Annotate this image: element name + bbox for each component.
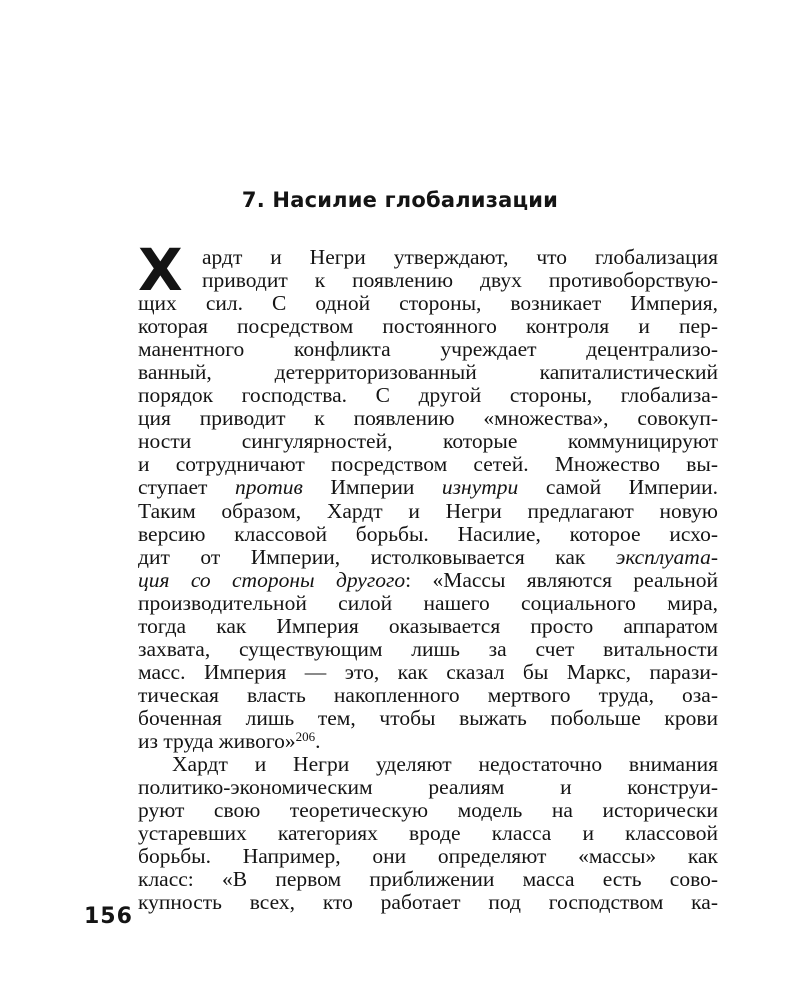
text-segment: : «Массы являются реальной: [405, 567, 718, 592]
text-line: производительной силой нашего социального мира,: [138, 590, 718, 615]
drop-cap: Х: [138, 236, 183, 304]
text-segment: из труда живого»: [138, 728, 296, 753]
text-line: порядок господства. С другой стороны, глобализа-: [138, 383, 718, 408]
text-line: и сотрудничают посредством сетей. Множество вы-: [138, 452, 718, 477]
text-line: которая посредством постоянного контроля и пер-: [138, 314, 718, 339]
text-line: ванный, детерриторизованный капиталистический: [138, 360, 718, 385]
text-line: купность всех, кто работает под господством ка-: [138, 890, 718, 915]
text-line: класс: «В первом приближении масса есть сово-: [138, 867, 718, 892]
paragraph-1: [138, 236, 718, 753]
text-line: ардт и Негри утверждают, что глобализация: [202, 245, 718, 269]
footnote-marker[interactable]: 206: [295, 728, 316, 744]
text-line: руют свою теоретическую модель на исторически: [138, 798, 718, 823]
text-line: [138, 476, 718, 499]
text-segment: дит от Империи, истолковывается как: [138, 544, 616, 569]
text-line: захвата, существующим лишь за счет витальности: [138, 636, 718, 661]
text-line: щих сил. С одной стороны, возникает Империя,: [138, 291, 718, 316]
text-line: тическая власть накопленного мертвого труда, оза-: [138, 682, 718, 707]
text-line: манентного конфликта учреждает децентрализо-: [138, 337, 718, 362]
text-segment: ступает: [138, 475, 235, 500]
text-line: приводит к появлению двух противоборствую-: [202, 268, 718, 293]
text-line: тогда как Империя оказывается просто аппаратом: [138, 613, 718, 638]
text-line: устаревших категориях вроде класса и классовой: [138, 821, 718, 846]
text-line: версию классовой борьбы. Насилие, которое исхо-: [138, 521, 718, 546]
body-text: [138, 236, 718, 915]
italic-emphasis: эксплуата-: [615, 544, 718, 569]
text-line: Хардт и Негри уделяют недостаточно внимания: [172, 752, 718, 777]
text-line: ция приводит к появлению «множества», совокуп-: [138, 406, 718, 431]
italic-emphasis: изнутри: [441, 475, 519, 500]
text-segment: Империи: [302, 475, 442, 500]
paragraph-2: [138, 753, 718, 914]
italic-emphasis: против: [234, 475, 303, 500]
text-line: масс. Империя — это, как сказал бы Маркс, парази-: [138, 659, 718, 684]
text-line: ности сингулярностей, которые коммуницируют: [138, 429, 718, 454]
text-line: боченная лишь тем, чтобы выжать побольше крови: [138, 705, 718, 730]
text-segment: самой Империи.: [518, 475, 718, 500]
text-line: политико-экономическим реалиям и конструи-: [138, 775, 718, 800]
text-line: борьбы. Например, они определяют «массы» как: [138, 844, 718, 869]
text-line: [138, 730, 718, 753]
chapter-title: 7. Насилие глобализации: [241, 188, 559, 212]
text-line: [138, 569, 718, 592]
italic-emphasis: ция со стороны другого: [138, 567, 406, 592]
page-number: 156: [84, 904, 133, 929]
text-line: Таким образом, Хардт и Негри предлагают новую: [138, 498, 718, 523]
text-line: [138, 546, 718, 569]
text-segment: .: [315, 728, 321, 753]
